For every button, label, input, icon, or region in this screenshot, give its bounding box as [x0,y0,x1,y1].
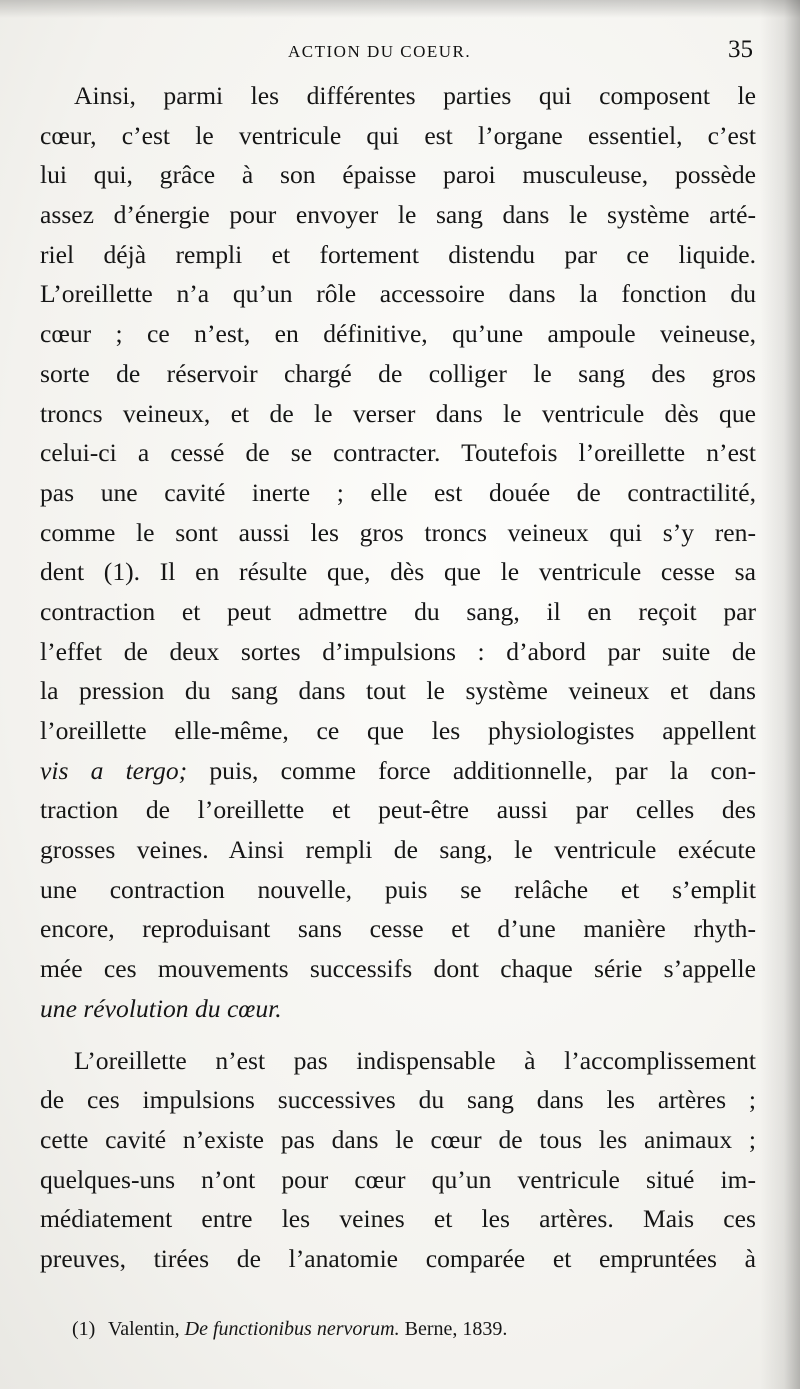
text-line: Ainsi, parmi les différentes parties qui composent le [74,81,756,110]
text-line: l’effet de deux sortes d’impulsions : d’abord par suite de [40,636,756,666]
footnote-author: Valentin, [107,1318,180,1340]
text-line: l’oreillette elle-même, ce que les physiologistes appellent [40,716,756,745]
text-line: encore, reproduisant sans cesse et d’une manière rhyth- [40,914,756,944]
text-line: L’oreillette n’est pas indispensable à l’accomplissement [74,1045,756,1075]
text-line: traction de l’oreillette et peut-être aussi par celles des [40,795,756,825]
text-line-rest: puis, comme force additionnelle, par la con- [209,755,756,785]
running-title: ACTION DU COEUR. [288,42,472,61]
footnote-place-date: Berne, 1839. [404,1318,508,1340]
italic-vis-a-tergo: vis a tergo; [40,755,188,785]
text-line: médiatement entre les veines et les artères. Mais ces [40,1204,756,1234]
footnote-title: De functionibus nervorum. [184,1318,400,1340]
body-text [40,76,756,1279]
italic-revolution: une révolution du cœur. [40,993,282,1023]
text-line: riel déjà rempli et fortement distendu par ce liquide. [40,239,756,269]
text-line-mixed [40,751,756,791]
text-line: une contraction nouvelle, puis se relâche et s’emplit [40,874,756,904]
text-line: la pression du sang dans tout le système veineux et dans [40,676,756,706]
page-number: 35 [728,36,753,63]
footnote-marker: (1) [72,1318,96,1340]
text-line: de ces impulsions successives du sang dans les artères ; [40,1085,756,1115]
page-header [40,36,755,70]
text-line: mée ces mouvements successifs dont chaque série s’appelle [40,954,756,984]
text-line: cœur ; ce n’est, en définitive, qu’une ampoule veineuse, [40,319,756,349]
text-line: sorte de réservoir chargé de colliger le sang des gros [40,358,756,388]
text-line-footnote-ref: dent (1). Il en résulte que, dès que le ventricule cesse sa [40,557,756,587]
text-line: quelques-uns n’ont pour cœur qu’un ventricule situé im- [40,1164,756,1194]
text-line: lui qui, grâce à son épaisse paroi musculeuse, possède [40,160,756,190]
text-line: cette cavité n’existe pas dans le cœur de tous les animaux ; [40,1124,756,1154]
text-line: comme le sont aussi les gros troncs veineux qui s’y ren- [40,517,756,547]
text-line: assez d’énergie pour envoyer le sang dans le système arté- [40,200,756,230]
text-line: preuves, tirées de l’anatomie comparée et empruntées à [40,1243,756,1273]
page-top-shadow [0,0,800,18]
text-line: cœur, c’est le ventricule qui est l’organe essentiel, c’est [40,120,756,150]
footnote [40,1318,756,1341]
page-binding-shadow [760,0,800,1389]
text-line: L’oreillette n’a qu’un rôle accessoire dans la fonction du [40,279,756,309]
text-line: pas une cavité inerte ; elle est douée de contractilité, [40,477,756,507]
text-line: troncs veineux, et de le verser dans le ventricule dès que [40,398,756,428]
text-line: contraction et peut admettre du sang, il en reçoit par [40,596,756,626]
text-line: grosses veines. Ainsi rempli de sang, le ventricule exécute [40,835,756,865]
text-line-italic [40,989,756,1029]
text-line: celui-ci a cessé de se contracter. Toutefois l’oreillette n’est [40,438,756,468]
paragraph-gap [40,1029,756,1041]
